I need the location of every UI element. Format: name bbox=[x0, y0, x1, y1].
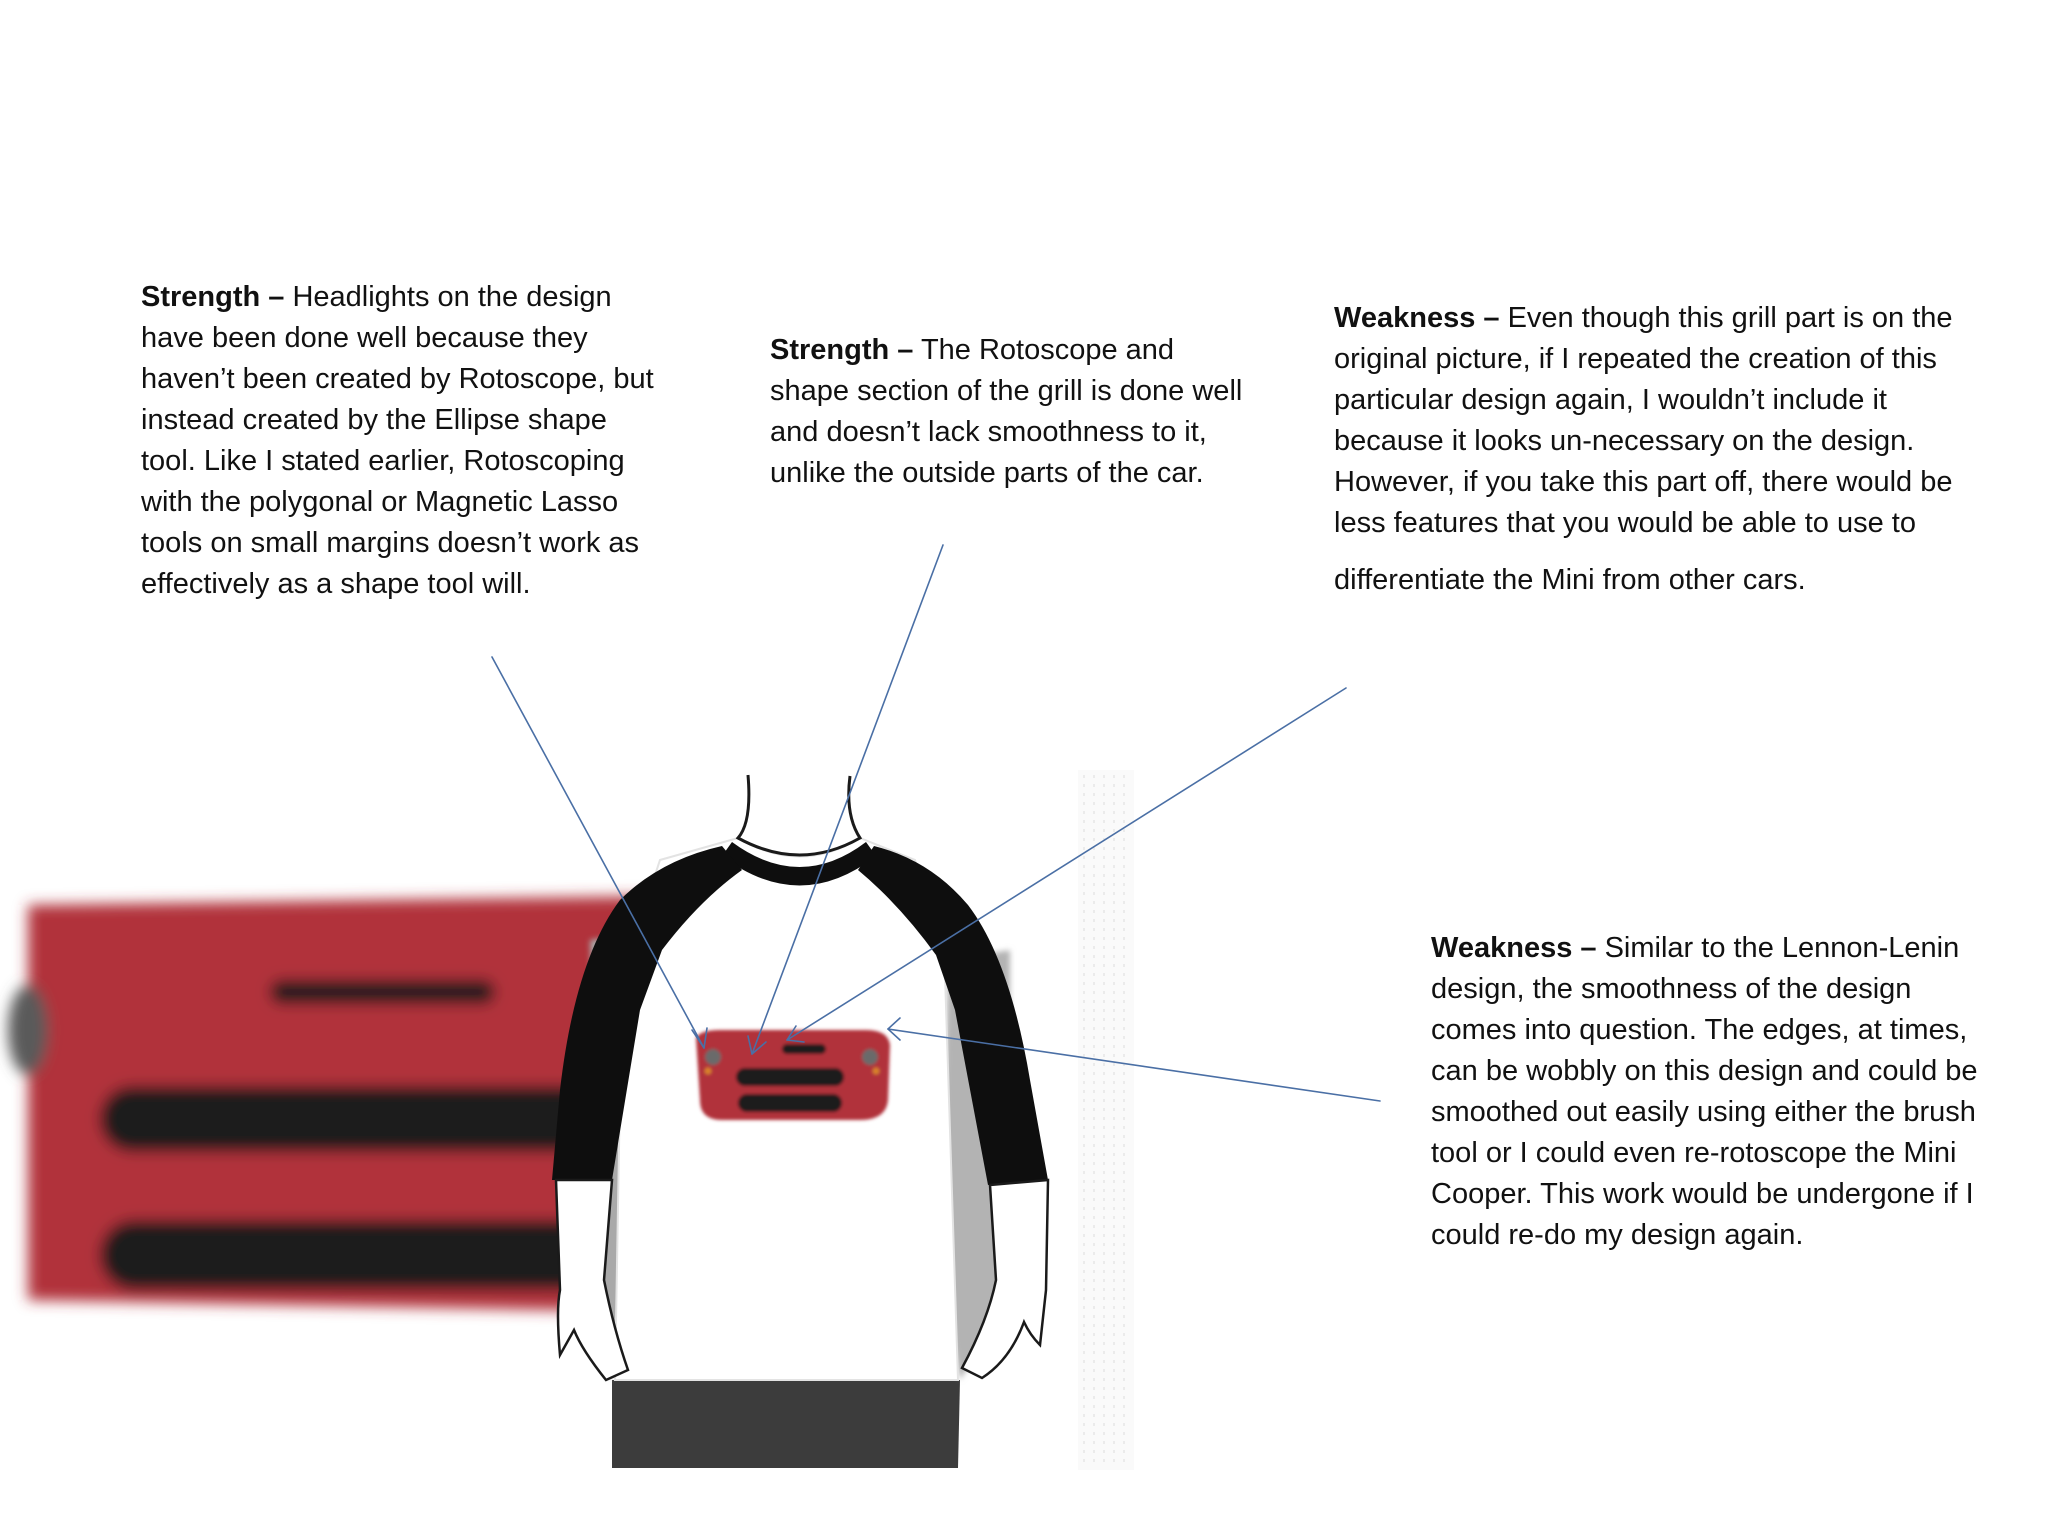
note-lead: Weakness – bbox=[1334, 302, 1500, 334]
note-text: Headlights on the design have been done well because they haven’t been created by Rotoscope, but instead created by the Ellipse shape tool. Like I stated earlier, Rotoscoping with the polygonal or Magnetic Lasso tools on small margins doesn’t work as effectively as a shape tool will. bbox=[141, 281, 654, 600]
note-lead: Strength – bbox=[770, 334, 914, 366]
right-headlight bbox=[862, 1049, 878, 1065]
pants bbox=[612, 1380, 960, 1468]
neck bbox=[738, 775, 860, 855]
note-lead: Weakness – bbox=[1431, 932, 1597, 964]
left-headlight bbox=[705, 1049, 721, 1065]
note-weakness-smoothness bbox=[1431, 928, 1991, 1256]
tshirt-mannequin bbox=[552, 775, 1048, 1468]
note-text: Similar to the Lennon-Lenin design, the smoothness of the design comes into question. The edges, at times, can be wobbly on this design and could be smoothed out easily using either the brush tool or I could even re-rotoscope the Mini Cooper. This work would be undergone if I could re-do my design again. bbox=[1431, 932, 1978, 1251]
note-text-end: differentiate the Mini from other cars. bbox=[1334, 564, 1806, 596]
note-strength-headlights bbox=[141, 277, 661, 605]
background-pattern-strip bbox=[1078, 770, 1134, 1470]
note-lead: Strength – bbox=[141, 281, 285, 313]
note-strength-grill bbox=[770, 330, 1250, 494]
note-text: The Rotoscope and shape section of the grill is done well and doesn’t lack smoothness to it, unlike the outside parts of the car. bbox=[770, 334, 1243, 489]
printed-car-grill bbox=[696, 1030, 890, 1120]
note-weakness-grill-part bbox=[1334, 298, 1994, 601]
note-text: Even though this grill part is on the original picture, if I repeated the creation of this particular design again, I wouldn’t include it because it looks un-necessary on the design. However, if you take this part off, there would be less features that you would be able to use to bbox=[1334, 302, 1953, 539]
